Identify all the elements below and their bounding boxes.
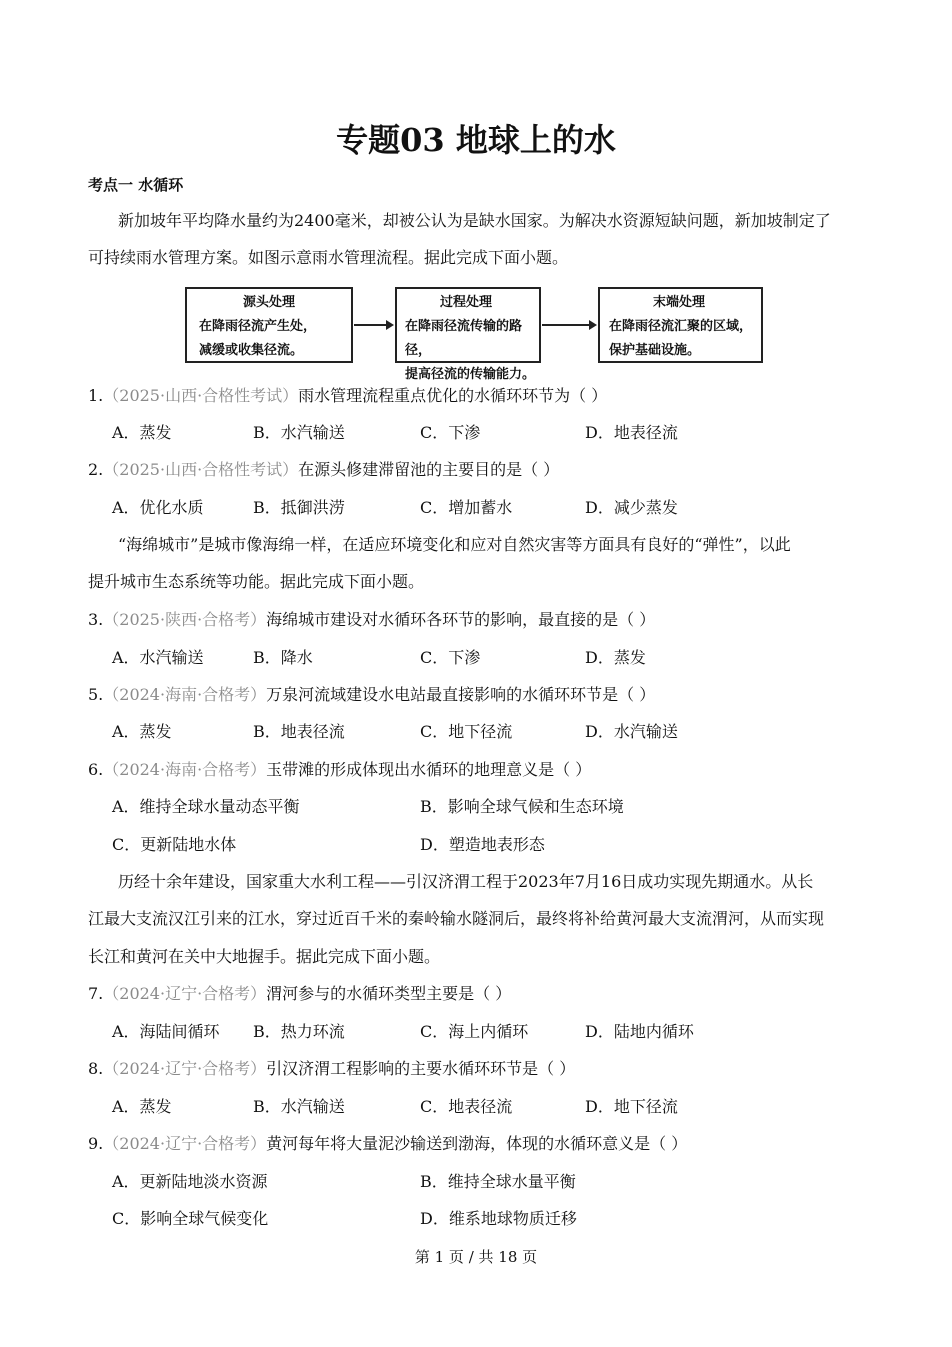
question-number: 6. bbox=[88, 760, 104, 779]
diagram-box-line: 在降雨径流传输的路径， bbox=[405, 319, 523, 358]
diagram-box-line: 减缓或收集径流。 bbox=[199, 343, 304, 358]
arrow-icon bbox=[542, 324, 595, 326]
answer-option: C．地表径流 bbox=[420, 1097, 513, 1116]
answer-option: D．地下径流 bbox=[585, 1097, 678, 1116]
answer-option: A．蒸发 bbox=[112, 423, 172, 442]
page-footer: 第 1 页 / 共 18 页 bbox=[414, 1248, 538, 1266]
answer-option: D．减少蒸发 bbox=[585, 498, 678, 517]
answer-option: A．维持全球水量动态平衡 bbox=[112, 797, 300, 816]
answer-option: B．降水 bbox=[253, 648, 313, 667]
question-stem bbox=[88, 1059, 575, 1079]
diagram-box-title: 过程处理 bbox=[439, 295, 492, 310]
question-number: 5. bbox=[88, 685, 104, 704]
diagram-box-line: 在降雨径流产生处， bbox=[199, 319, 317, 334]
answer-option: B．维持全球水量平衡 bbox=[420, 1172, 576, 1191]
question-text: 海绵城市建设对水循环各环节的影响，最直接的是（ ） bbox=[266, 610, 656, 629]
question-source: （2025·陕西·合格考） bbox=[103, 610, 267, 629]
answer-option: A．水汽输送 bbox=[112, 648, 204, 667]
arrow-icon bbox=[354, 324, 392, 326]
question-source: （2024·海南·合格考） bbox=[103, 685, 267, 704]
question-text: 黄河每年将大量泥沙输送到渤海，体现的水循环意义是（ ） bbox=[266, 1134, 688, 1153]
question-number: 3. bbox=[88, 610, 104, 629]
diagram-box-end bbox=[598, 287, 763, 363]
answer-option: C．地下径流 bbox=[420, 722, 513, 741]
passage-line: 江最大支流汉江引来的江水，穿过近百千米的秦岭输水隧洞后，最终将补给黄河最大支流渭河，从而实现 bbox=[88, 909, 825, 928]
answer-option: D．地表径流 bbox=[585, 423, 678, 442]
answer-option: D．塑造地表形态 bbox=[420, 835, 545, 854]
question-text: 玉带滩的形成体现出水循环的地理意义是（ ） bbox=[266, 760, 592, 779]
passage-line: 历经十余年建设，国家重大水利工程——引汉济渭工程于2023年7月16日成功实现先期通水。从长 bbox=[118, 872, 814, 891]
question-number: 7. bbox=[88, 984, 104, 1003]
answer-option: C．更新陆地水体 bbox=[112, 835, 237, 854]
answer-option: B．抵御洪涝 bbox=[253, 498, 345, 517]
answer-option: A．海陆间循环 bbox=[112, 1022, 220, 1041]
diagram-box-title: 末端处理 bbox=[652, 295, 705, 310]
question-stem bbox=[88, 610, 655, 630]
section-heading: 考点一 水循环 bbox=[88, 176, 184, 194]
answer-option: D．蒸发 bbox=[585, 648, 646, 667]
diagram-box-line: 在降雨径流汇聚的区域， bbox=[609, 319, 753, 334]
question-text: 引汉济渭工程影响的主要水循环环节是（ ） bbox=[266, 1059, 576, 1078]
passage-line: 可持续雨水管理方案。如图示意雨水管理流程。据此完成下面小题。 bbox=[88, 248, 569, 267]
diagram-box-line: 提高径流的传输能力。 bbox=[405, 367, 536, 382]
question-source: （2025·山西·合格性考试） bbox=[103, 460, 299, 479]
question-source: （2024·海南·合格考） bbox=[103, 760, 267, 779]
answer-option: C．下渗 bbox=[420, 423, 481, 442]
passage-line: 长江和黄河在关中大地握手。据此完成下面小题。 bbox=[88, 947, 441, 966]
passage-line: 提升城市生态系统等功能。据此完成下面小题。 bbox=[88, 572, 425, 591]
answer-option: C．增加蓄水 bbox=[420, 498, 513, 517]
question-stem bbox=[88, 1134, 687, 1154]
answer-option: A．蒸发 bbox=[112, 722, 172, 741]
answer-option: D．水汽输送 bbox=[585, 722, 678, 741]
question-source: （2024·辽宁·合格考） bbox=[103, 1059, 267, 1078]
question-number: 8. bbox=[88, 1059, 104, 1078]
answer-option: A．更新陆地淡水资源 bbox=[112, 1172, 268, 1191]
question-text: 在源头修建滞留池的主要目的是（ ） bbox=[298, 460, 560, 479]
diagram-box-process bbox=[395, 287, 541, 382]
answer-option: C．海上内循环 bbox=[420, 1022, 529, 1041]
page-title: 专题03 地球上的水 bbox=[336, 121, 616, 159]
answer-option: B．热力环流 bbox=[253, 1022, 345, 1041]
question-stem bbox=[88, 685, 655, 705]
question-source: （2025·山西·合格性考试） bbox=[103, 386, 299, 405]
question-text: 万泉河流域建设水电站最直接影响的水循环环节是（ ） bbox=[266, 685, 656, 704]
answer-option: D．维系地球物质迁移 bbox=[420, 1209, 577, 1228]
answer-option: A．优化水质 bbox=[112, 498, 204, 517]
passage-line: “海绵城市”是城市像海绵一样，在适应环境变化和应对自然灾害等方面具有良好的“弹性”，以此 bbox=[118, 535, 791, 554]
diagram-box-line: 保护基础设施。 bbox=[609, 343, 701, 358]
answer-option: B．地表径流 bbox=[253, 722, 345, 741]
answer-option: C．下渗 bbox=[420, 648, 481, 667]
answer-option: D．陆地内循环 bbox=[585, 1022, 694, 1041]
answer-option: C．影响全球气候变化 bbox=[112, 1209, 269, 1228]
question-stem bbox=[88, 984, 511, 1004]
question-number: 9. bbox=[88, 1134, 104, 1153]
question-text: 雨水管理流程重点优化的水循环环节为（ ） bbox=[298, 386, 608, 405]
question-source: （2024·辽宁·合格考） bbox=[103, 1134, 267, 1153]
question-number: 2. bbox=[88, 460, 104, 479]
question-stem bbox=[88, 386, 607, 406]
diagram-box-title: 源头处理 bbox=[242, 295, 295, 310]
question-stem bbox=[88, 460, 559, 480]
question-source: （2024·辽宁·合格考） bbox=[103, 984, 267, 1003]
answer-option: B．水汽输送 bbox=[253, 423, 345, 442]
question-text: 渭河参与的水循环类型主要是（ ） bbox=[266, 984, 512, 1003]
answer-option: A．蒸发 bbox=[112, 1097, 172, 1116]
question-number: 1. bbox=[88, 386, 104, 405]
answer-option: B．水汽输送 bbox=[253, 1097, 345, 1116]
answer-option: B．影响全球气候和生态环境 bbox=[420, 797, 624, 816]
diagram-box-source bbox=[185, 287, 353, 363]
passage-line: 新加坡年平均降水量约为2400毫米，却被公认为是缺水国家。为解决水资源短缺问题，新加坡制定了 bbox=[118, 211, 831, 230]
question-stem bbox=[88, 760, 591, 780]
